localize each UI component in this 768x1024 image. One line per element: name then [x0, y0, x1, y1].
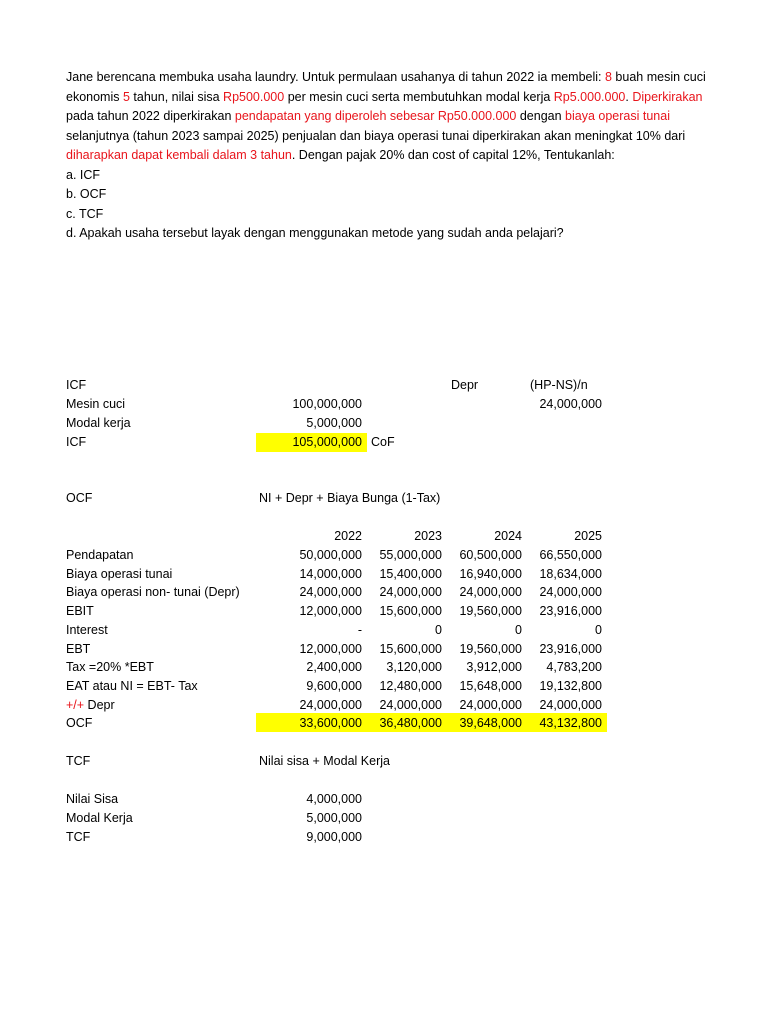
ocf-cell: 19,560,000 [459, 641, 522, 656]
ocf-row-label-text: Depr [84, 697, 115, 712]
add-back-sign: +/+ [66, 697, 85, 712]
depr-label: Depr [451, 378, 479, 392]
depr-value: 24,000,000 [539, 397, 602, 411]
ocf-row-label [66, 621, 108, 640]
ocf-cell: 33,600,000 [299, 716, 362, 731]
ocf-cell: 15,600,000 [379, 604, 442, 619]
ocf-row-label-text: Biaya operasi tunai [66, 566, 173, 581]
ocf-cell: 24,000,000 [459, 585, 522, 600]
ocf-row-label-text: Biaya operasi non- tunai (Depr) [66, 585, 240, 600]
cof-label: CoF [371, 435, 395, 449]
ocf-cell: 14,000,000 [299, 566, 362, 581]
ocf-row-label [66, 658, 154, 677]
ocf-cell: 12,480,000 [379, 678, 442, 693]
ocf-header: OCF [66, 491, 93, 505]
ocf-row-label-text: Interest [66, 622, 108, 637]
ocf-cell: 24,000,000 [459, 697, 522, 712]
year-header: 2022 [334, 529, 362, 543]
icf-row-label: Mesin cuci [66, 397, 126, 411]
icf-row-value: 100,000,000 [292, 397, 362, 411]
ocf-cell: 15,648,000 [459, 678, 522, 693]
ocf-cell: 50,000,000 [299, 548, 362, 562]
ocf-cell: 15,400,000 [379, 566, 442, 581]
ocf-cell: 60,500,000 [459, 548, 522, 562]
ocf-cell: 4,783,200 [546, 660, 602, 675]
ocf-row-label-text: Tax =20% *EBT [66, 660, 154, 675]
tcf-row-value: 4,000,000 [306, 792, 362, 806]
problem-statement [66, 68, 768, 244]
tcf-row-label: Nilai Sisa [66, 792, 119, 806]
tcf-formula: Nilai sisa + Modal Kerja [259, 754, 390, 768]
problem-line-1: Jane berencana membuka usaha laundry. Untuk permulaan usahanya di tahun 2022 ia membeli: 8 buah mesin cuci [66, 70, 706, 84]
ocf-row-label [66, 640, 90, 659]
ocf-row-label-text: OCF [66, 716, 93, 731]
ocf-cell: 2,400,000 [306, 660, 362, 675]
ocf-cell: 24,000,000 [299, 585, 362, 600]
ocf-row-label [66, 714, 92, 733]
ocf-cell: 24,000,000 [299, 697, 362, 712]
ocf-cell: 24,000,000 [539, 697, 602, 712]
year-header: 2024 [494, 529, 522, 543]
ocf-cell: 24,000,000 [379, 697, 442, 712]
year-header: 2023 [414, 529, 442, 543]
ocf-cell: 19,132,800 [539, 678, 602, 693]
problem-line-3: pada tahun 2022 diperkirakan pendapatan yang diperoleh sebesar Rp50.000.000 dengan biaya operasi tunai [66, 109, 670, 123]
ocf-cell: 24,000,000 [539, 585, 602, 600]
icf-total-value: 105,000,000 [292, 435, 362, 449]
question-item-c: c. TCF [66, 206, 104, 221]
ocf-cell: 43,132,800 [539, 716, 602, 731]
ocf-cell: 15,600,000 [379, 641, 442, 656]
ocf-cell: 0 [515, 622, 522, 637]
ocf-cell: 12,000,000 [299, 641, 362, 656]
ocf-row-label [66, 696, 115, 715]
ocf-cell: - [357, 622, 362, 637]
problem-line-2: ekonomis 5 tahun, nilai sisa Rp500.000 per mesin cuci serta membutuhkan modal kerja Rp5.000.000. Diperkirakan [66, 89, 703, 104]
ocf-row-label-text: EBIT [66, 604, 94, 619]
ocf-cell: 24,000,000 [379, 585, 442, 600]
ocf-cell: 0 [435, 622, 442, 637]
ocf-cell: 0 [595, 622, 602, 637]
tcf-header: TCF [66, 754, 91, 768]
year-header: 2025 [574, 529, 602, 543]
ocf-cell: 18,634,000 [539, 566, 602, 581]
depr-formula: (HP-NS)/n [530, 378, 588, 392]
ocf-cell: 3,120,000 [386, 660, 442, 675]
ocf-cell: 66,550,000 [539, 548, 602, 562]
tcf-total-label: TCF [66, 830, 91, 844]
ocf-row-label [66, 602, 94, 621]
ocf-cell: 23,916,000 [539, 604, 602, 619]
ocf-row-label [66, 583, 240, 602]
ocf-row-label-text: EAT atau NI = EBT- Tax [66, 678, 198, 693]
ocf-cell: 16,940,000 [459, 566, 522, 581]
ocf-row-label [66, 546, 133, 565]
ocf-cell: 39,648,000 [459, 716, 522, 731]
problem-line-5: diharapkan dapat kembali dalam 3 tahun. Dengan pajak 20% dan cost of capital 12%, Tentukanlah: [66, 148, 615, 162]
ocf-cell: 9,600,000 [306, 678, 362, 693]
tcf-row-value: 5,000,000 [306, 811, 362, 825]
ocf-row-label [66, 565, 172, 584]
ocf-cell: 12,000,000 [299, 604, 362, 619]
question-item-d: d. Apakah usaha tersebut layak dengan menggunakan metode yang sudah anda pelajari? [66, 226, 564, 240]
icf-header: ICF [66, 378, 87, 392]
icf-total-label: ICF [66, 435, 87, 449]
ocf-row-label-text: Pendapatan [66, 548, 134, 562]
ocf-row-label-text: EBT [66, 641, 91, 656]
problem-line-4: selanjutnya (tahun 2023 sampai 2025) penjualan dan biaya operasi tunai diperkirakan akan meningkat 10% dari [66, 128, 686, 143]
icf-row-label: Modal kerja [66, 416, 131, 430]
question-item-a: a. ICF [66, 167, 101, 182]
ocf-cell: 3,912,000 [466, 660, 522, 675]
ocf-row-label [66, 677, 198, 696]
ocf-cell: 19,560,000 [459, 604, 522, 619]
question-item-b: b. OCF [66, 187, 107, 201]
ocf-cell: 23,916,000 [539, 641, 602, 656]
ocf-cell: 55,000,000 [379, 548, 442, 562]
tcf-row-label: Modal Kerja [66, 811, 133, 825]
ocf-cell: 36,480,000 [379, 716, 442, 731]
ocf-formula: NI + Depr + Biaya Bunga (1-Tax) [259, 491, 441, 505]
icf-row-value: 5,000,000 [306, 416, 362, 430]
tcf-total-value: 9,000,000 [306, 830, 362, 844]
